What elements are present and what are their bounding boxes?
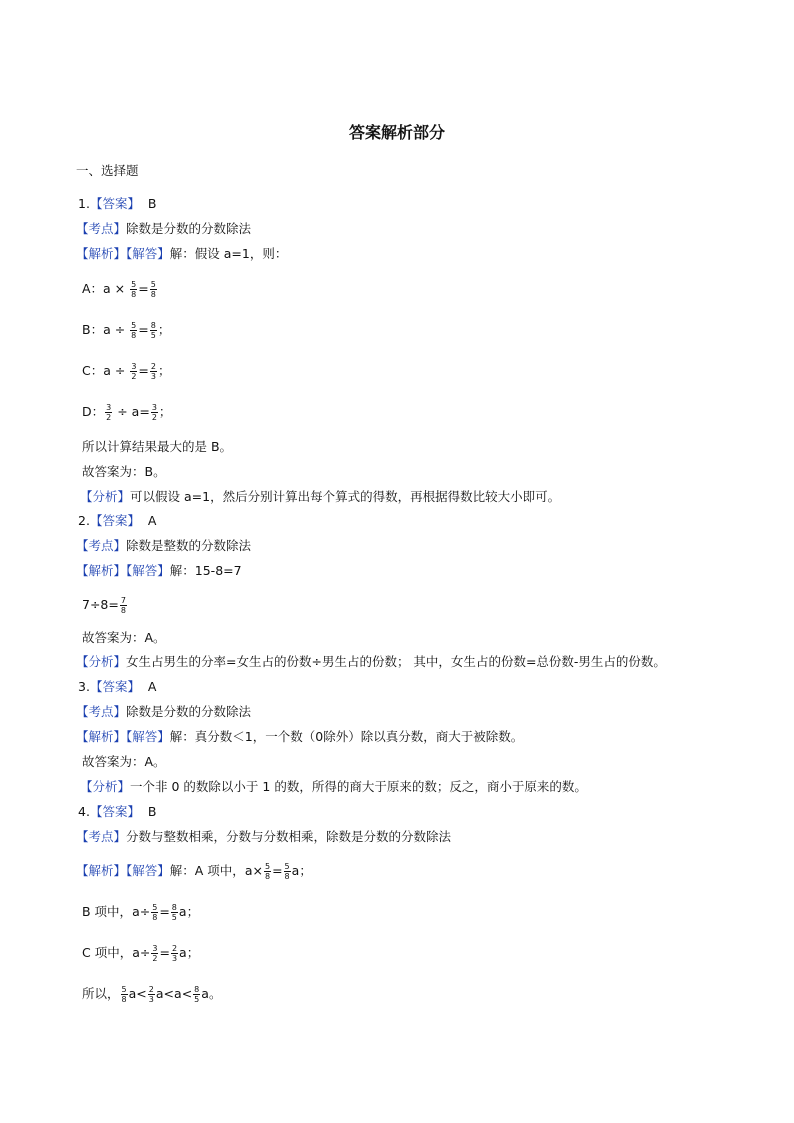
q1-solution-line <box>76 245 287 263</box>
q1-point: 除数是分数的分数除法 <box>126 221 252 236</box>
q4-conclusion: 所以， $\frac{5}{8}$ a< $\frac{2}{3}$ a<a< $\frac{8}{5}$ a。 <box>82 985 222 1004</box>
semicolon: ； <box>157 322 171 337</box>
q1-solution: 解：假设 a=1，则： <box>169 246 288 261</box>
q4-answer: B <box>147 804 157 819</box>
q1-point-line <box>76 220 251 238</box>
q1-d-middle: ÷ a= <box>117 404 150 419</box>
solution-tag: 【解答】 <box>126 863 170 878</box>
q3-point: 除数是分数的分数除法 <box>126 704 252 719</box>
page-title: 答案解析部分 <box>348 123 445 142</box>
q4-option-b: B 项中，a÷ $\frac{5}{8}$ = $\frac{8}{5}$ a； <box>82 903 200 922</box>
q2-number: 2. <box>78 513 90 528</box>
q3-comment: 一个非 0 的数除以小于 1 的数，所得的商大于原来的数；反之，商小于原来的数。 <box>130 779 587 794</box>
q1-b-prefix: B：a ÷ <box>82 322 126 337</box>
solution-tag: 【解答】 <box>126 563 170 578</box>
q3-solution: 解：真分数＜1，一个数（0除外）除以真分数，商大于被除数。 <box>169 729 524 744</box>
comment-tag: 【分析】 <box>80 779 131 794</box>
analysis-tag: 【解析】 <box>76 729 127 744</box>
q2-solution: 解：15-8=7 <box>169 563 242 578</box>
q3-number: 3. <box>78 679 90 694</box>
fraction: $\frac{3}{2}$ <box>131 362 137 381</box>
fraction: $\frac{3}{2}$ <box>152 944 158 963</box>
q3-point-line <box>76 703 251 721</box>
answer-tag: 【答案】 <box>89 804 140 819</box>
q3-final: 故答案为：A。 <box>82 754 166 769</box>
fraction: $\frac{7}{8}$ <box>120 596 126 615</box>
solution-tag: 【解答】 <box>126 246 170 261</box>
fraction: $\frac{3}{2}$ <box>151 403 157 422</box>
q1-d-prefix: D： <box>82 404 105 419</box>
q2-point-line <box>76 537 251 555</box>
q2-calc <box>82 596 128 615</box>
q1-c-prefix: C：a ÷ <box>82 363 126 378</box>
q1-number: 1. <box>78 196 90 211</box>
fraction: $\frac{8}{5}$ <box>171 903 177 922</box>
q2-answer-line <box>78 512 156 530</box>
equals: = <box>138 322 149 337</box>
q4-solution-line: 【解析】【解答】解：A 项中，a× $\frac{5}{8}$ = $\frac{5}{8}$ a； <box>76 862 312 881</box>
q4-number: 4. <box>78 804 90 819</box>
section-heading: 一、选择题 <box>76 163 139 178</box>
fraction: $\frac{5}{8}$ <box>131 280 137 299</box>
q4-point: 分数与整数相乘，分数与分数相乘，除数是分数的分数除法 <box>126 829 452 844</box>
q1-option-d <box>82 403 171 422</box>
q1-a-prefix: A：a × <box>82 281 126 296</box>
fraction: $\frac{2}{3}$ <box>171 944 178 963</box>
q3-answer: A <box>147 679 157 694</box>
q4-answer-line <box>78 803 156 821</box>
q2-point: 除数是整数的分数除法 <box>126 538 252 553</box>
q4-solution-prefix: 解：A 项中， <box>169 863 245 878</box>
equals: = <box>138 281 149 296</box>
q1-answer-line <box>78 195 156 213</box>
fraction: $\frac{5}{8}$ <box>150 280 156 299</box>
point-tag: 【考点】 <box>76 221 127 236</box>
point-tag: 【考点】 <box>76 538 127 553</box>
fraction: $\frac{8}{5}$ <box>194 985 200 1004</box>
q2-calc-text: 7÷8= <box>82 597 119 612</box>
q4-c-prefix: C 项中， <box>82 945 133 960</box>
q2-answer: A <box>147 513 157 528</box>
q4-b-prefix: B 项中， <box>82 904 133 919</box>
fraction: $\frac{5}{8}$ <box>284 862 290 881</box>
comment-tag: 【分析】 <box>80 489 131 504</box>
q1-option-c <box>82 362 171 381</box>
comment-tag: 【分析】 <box>76 654 127 669</box>
fraction: $\frac{2}{3}$ <box>148 985 154 1004</box>
answer-tag: 【答案】 <box>89 679 140 694</box>
fraction: $\frac{8}{5}$ <box>150 321 156 340</box>
q2-solution-line <box>76 562 242 580</box>
fraction: $\frac{2}{3}$ <box>150 362 156 381</box>
semicolon: ； <box>158 404 172 419</box>
q1-comment: 可以假设 a=1，然后分别计算出每个算式的得数，再根据得数比较大小即可。 <box>130 489 561 504</box>
q4-so: 所以， <box>82 986 120 1001</box>
semicolon: ； <box>158 363 171 378</box>
fraction: $\frac{5}{8}$ <box>264 862 271 881</box>
analysis-tag: 【解析】 <box>76 246 127 261</box>
q2-comment-line <box>76 653 666 671</box>
analysis-tag: 【解析】 <box>76 863 127 878</box>
answer-tag: 【答案】 <box>89 513 140 528</box>
q1-answer: B <box>147 196 157 211</box>
q1-option-a <box>82 280 158 299</box>
fraction: $\frac{5}{8}$ <box>131 321 137 340</box>
q1-option-b <box>82 321 170 340</box>
answer-tag: 【答案】 <box>89 196 140 211</box>
q3-answer-line <box>78 678 156 696</box>
q1-comment-line <box>80 488 560 506</box>
point-tag: 【考点】 <box>76 704 127 719</box>
q2-final: 故答案为：A。 <box>82 630 166 645</box>
q1-final: 故答案为：B。 <box>82 464 166 479</box>
q1-conclusion: 所以计算结果最大的是 B。 <box>82 439 233 454</box>
fraction: $\frac{5}{8}$ <box>121 985 127 1004</box>
analysis-tag: 【解析】 <box>76 563 127 578</box>
fraction: $\frac{5}{8}$ <box>152 903 158 922</box>
solution-tag: 【解答】 <box>126 729 170 744</box>
fraction: $\frac{3}{2}$ <box>106 403 112 422</box>
equals: = <box>138 363 149 378</box>
q4-point-line <box>76 828 451 846</box>
q4-option-c: C 项中，a÷ $\frac{3}{2}$ = $\frac{2}{3}$ a； <box>82 944 200 963</box>
point-tag: 【考点】 <box>76 829 127 844</box>
q2-comment: 女生占男生的分率=女生占的份数÷男生占的份数； 其中，女生占的份数=总份数-男生占的份数。 <box>126 654 666 669</box>
q3-solution-line <box>76 728 523 746</box>
q3-comment-line <box>80 778 587 796</box>
